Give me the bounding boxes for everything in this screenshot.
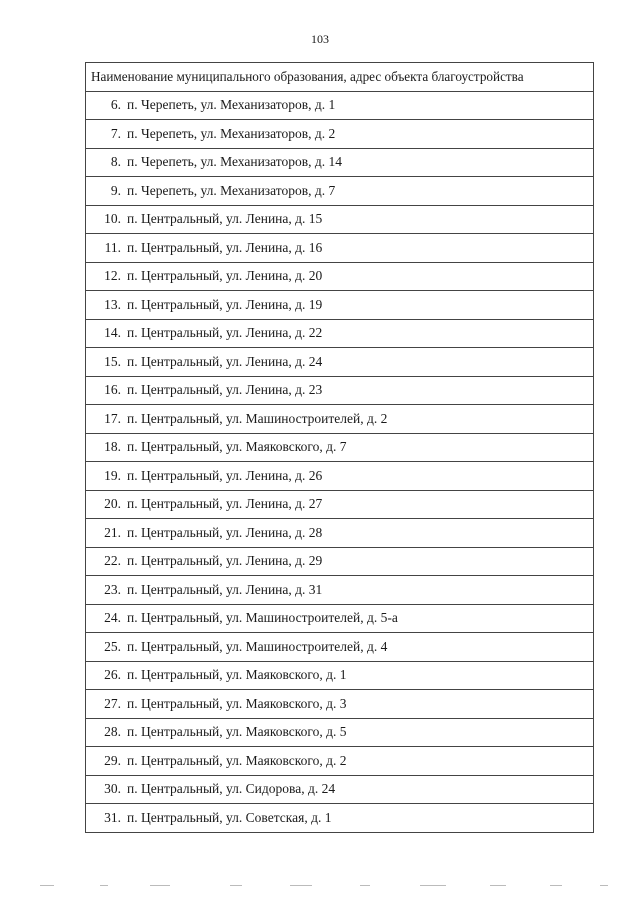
address-cell	[86, 519, 594, 548]
row-address: п. Центральный, ул. Машиностроителей, д. 4	[127, 638, 388, 654]
address-cell	[86, 775, 594, 804]
row-number: 9.	[110, 182, 121, 198]
row-number: 29.	[104, 752, 121, 768]
row-address: п. Центральный, ул. Ленина, д. 22	[127, 325, 323, 341]
table-row	[86, 234, 594, 263]
row-number: 23.	[104, 581, 121, 597]
address-table	[85, 62, 594, 833]
table-row	[86, 462, 594, 491]
table-row	[86, 804, 594, 833]
address-cell	[86, 576, 594, 605]
row-address: п. Центральный, ул. Ленина, д. 31	[127, 581, 323, 597]
table-row	[86, 519, 594, 548]
row-number: 13.	[104, 296, 121, 312]
table-row	[86, 376, 594, 405]
row-number: 11.	[104, 239, 121, 255]
row-number: 16.	[104, 382, 121, 398]
row-number: 24.	[104, 610, 121, 626]
row-address: п. Центральный, ул. Маяковского, д. 5	[127, 724, 347, 740]
row-address: п. Центральный, ул. Ленина, д. 24	[127, 353, 323, 369]
table-row	[86, 262, 594, 291]
table-row	[86, 405, 594, 434]
row-address: п. Центральный, ул. Машиностроителей, д. 5-а	[127, 610, 398, 626]
address-cell	[86, 690, 594, 719]
row-number: 6.	[110, 97, 121, 113]
table-header-row	[86, 63, 594, 92]
table-body	[86, 91, 594, 832]
row-address: п. Центральный, ул. Ленина, д. 28	[127, 524, 323, 540]
row-number: 28.	[104, 724, 121, 740]
row-address: п. Центральный, ул. Маяковского, д. 7	[127, 439, 347, 455]
address-cell	[86, 319, 594, 348]
row-address: п. Центральный, ул. Ленина, д. 19	[127, 296, 323, 312]
address-cell	[86, 604, 594, 633]
address-cell	[86, 120, 594, 149]
address-cell	[86, 205, 594, 234]
address-cell	[86, 804, 594, 833]
row-address: п. Центральный, ул. Ленина, д. 15	[127, 211, 323, 227]
row-address: п. Черепеть, ул. Механизаторов, д. 7	[127, 182, 336, 198]
address-cell	[86, 291, 594, 320]
address-cell	[86, 262, 594, 291]
address-cell	[86, 234, 594, 263]
row-address: п. Центральный, ул. Маяковского, д. 3	[127, 695, 347, 711]
table-row	[86, 148, 594, 177]
address-cell	[86, 661, 594, 690]
address-cell	[86, 633, 594, 662]
table-row	[86, 547, 594, 576]
row-number: 30.	[104, 781, 121, 797]
row-number: 18.	[104, 439, 121, 455]
table-row	[86, 690, 594, 719]
table-row	[86, 433, 594, 462]
address-cell	[86, 91, 594, 120]
address-cell	[86, 148, 594, 177]
row-address: п. Центральный, ул. Маяковского, д. 2	[127, 752, 347, 768]
address-cell	[86, 177, 594, 206]
row-address: п. Центральный, ул. Машиностроителей, д. 2	[127, 410, 388, 426]
address-cell	[86, 718, 594, 747]
table-header: Наименование муниципального образования, адрес объекта благоустройства	[86, 63, 594, 92]
row-number: 8.	[110, 154, 121, 170]
row-address: п. Центральный, ул. Ленина, д. 26	[127, 467, 323, 483]
row-address: п. Центральный, ул. Ленина, д. 29	[127, 553, 323, 569]
row-number: 27.	[104, 695, 121, 711]
table-row	[86, 775, 594, 804]
row-number: 10.	[104, 211, 121, 227]
address-cell	[86, 376, 594, 405]
row-number: 31.	[104, 809, 121, 825]
row-number: 20.	[104, 496, 121, 512]
row-address: п. Центральный, ул. Ленина, д. 23	[127, 382, 323, 398]
table-row	[86, 604, 594, 633]
table-row	[86, 319, 594, 348]
table-row	[86, 633, 594, 662]
row-number: 7.	[110, 125, 121, 141]
address-cell	[86, 490, 594, 519]
table-row	[86, 490, 594, 519]
row-address: п. Центральный, ул. Сидорова, д. 24	[127, 781, 336, 797]
row-address: п. Центральный, ул. Советская, д. 1	[127, 809, 332, 825]
table-row	[86, 718, 594, 747]
row-number: 14.	[104, 325, 121, 341]
table-row	[86, 747, 594, 776]
table-row	[86, 348, 594, 377]
address-cell	[86, 348, 594, 377]
row-number: 21.	[104, 524, 121, 540]
row-number: 22.	[104, 553, 121, 569]
table-row	[86, 205, 594, 234]
row-number: 12.	[104, 268, 121, 284]
row-number: 19.	[104, 467, 121, 483]
row-address: п. Черепеть, ул. Механизаторов, д. 14	[127, 154, 342, 170]
address-cell	[86, 405, 594, 434]
row-address: п. Черепеть, ул. Механизаторов, д. 1	[127, 97, 336, 113]
row-address: п. Центральный, ул. Ленина, д. 20	[127, 268, 323, 284]
table-row	[86, 291, 594, 320]
scan-artifact-dots	[30, 885, 610, 891]
page-number: 103	[311, 32, 329, 46]
address-cell	[86, 747, 594, 776]
row-address: п. Центральный, ул. Ленина, д. 27	[127, 496, 323, 512]
row-number: 17.	[104, 410, 121, 426]
table-row	[86, 576, 594, 605]
row-address: п. Черепеть, ул. Механизаторов, д. 2	[127, 125, 336, 141]
table-row	[86, 91, 594, 120]
address-cell	[86, 547, 594, 576]
address-cell	[86, 462, 594, 491]
row-address: п. Центральный, ул. Маяковского, д. 1	[127, 667, 347, 683]
row-address: п. Центральный, ул. Ленина, д. 16	[127, 239, 323, 255]
row-number: 26.	[104, 667, 121, 683]
row-number: 15.	[104, 353, 121, 369]
table-row	[86, 177, 594, 206]
table-row	[86, 120, 594, 149]
address-cell	[86, 433, 594, 462]
row-number: 25.	[104, 638, 121, 654]
table-row	[86, 661, 594, 690]
